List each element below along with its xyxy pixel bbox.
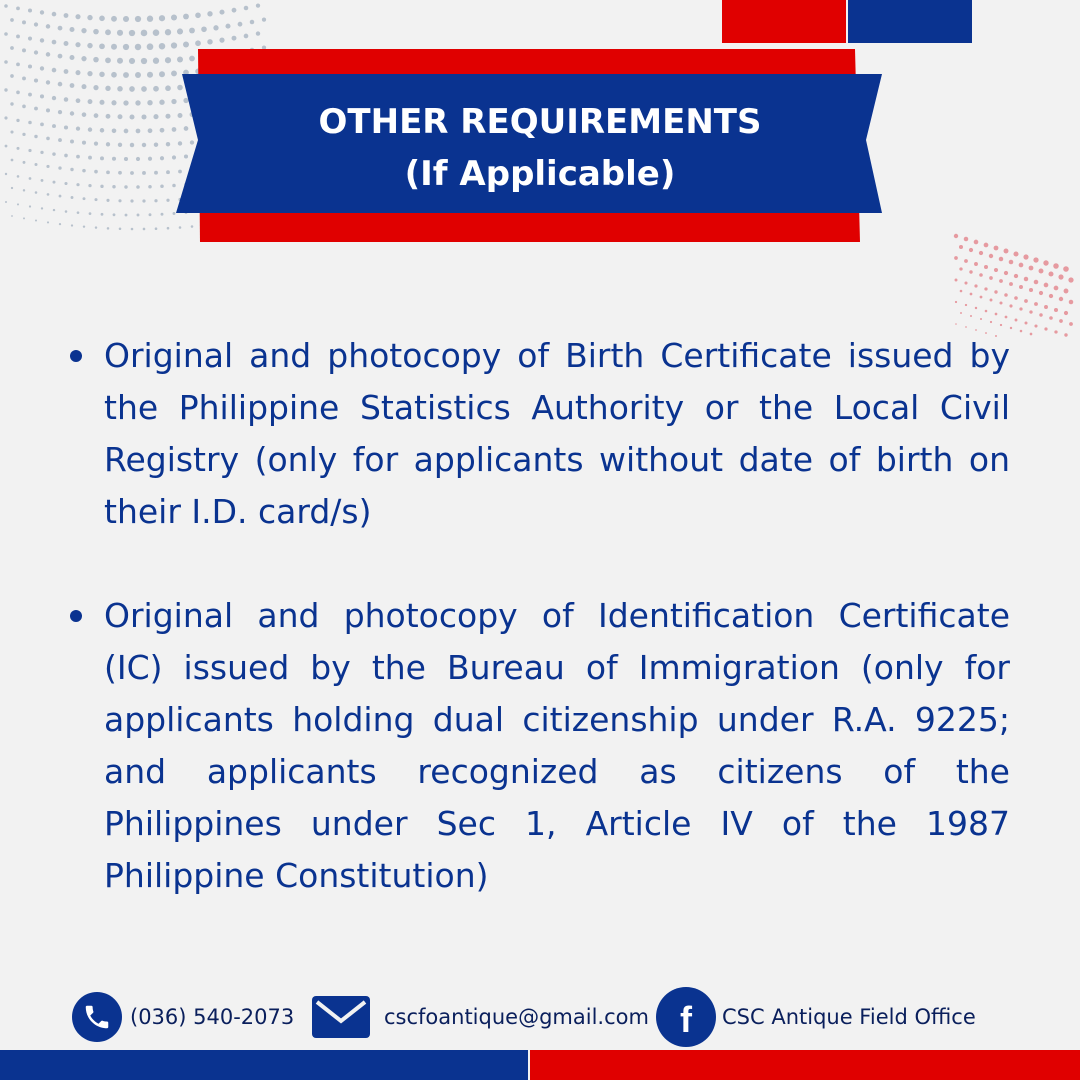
- footer-bar-red: [530, 1050, 1080, 1080]
- facebook-icon: f: [656, 987, 716, 1047]
- contact-facebook[interactable]: [656, 990, 976, 1044]
- banner-title: [180, 96, 900, 200]
- footer-bar-blue: [0, 1050, 528, 1080]
- contact-phone[interactable]: [72, 990, 294, 1044]
- requirements-list: [104, 330, 1010, 902]
- requirement-item: [104, 330, 1010, 538]
- bullet-dot: [70, 610, 82, 622]
- banner-title-line1: OTHER REQUIREMENTS: [318, 102, 762, 142]
- banner-title-line2: (If Applicable): [404, 154, 676, 194]
- facebook-page-name: CSC Antique Field Office: [722, 1005, 976, 1029]
- requirement-item: [104, 590, 1010, 902]
- phone-number: (036) 540-2073: [130, 1005, 295, 1029]
- envelope-icon: [312, 996, 370, 1038]
- requirement-text: Original and photocopy of Birth Certificate issued by the Philippine Statistics Authority or the Local Civil Registry (only for applicants without date of birth on their I.D. card/s): [104, 336, 1010, 531]
- email-address: cscfoantique@gmail.com: [384, 1005, 649, 1029]
- contact-email[interactable]: [312, 990, 649, 1044]
- requirement-text: Original and photocopy of Identification Certificate (IC) issued by the Bureau of Immigration (only for applicants holding dual citizenship under R.A. 9225; and applicants recognized as citizens of the Philippines under Sec 1, Article IV of the 1987 Philippine Constitution): [104, 596, 1010, 895]
- phone-icon: [72, 992, 122, 1042]
- bullet-dot: [70, 350, 82, 362]
